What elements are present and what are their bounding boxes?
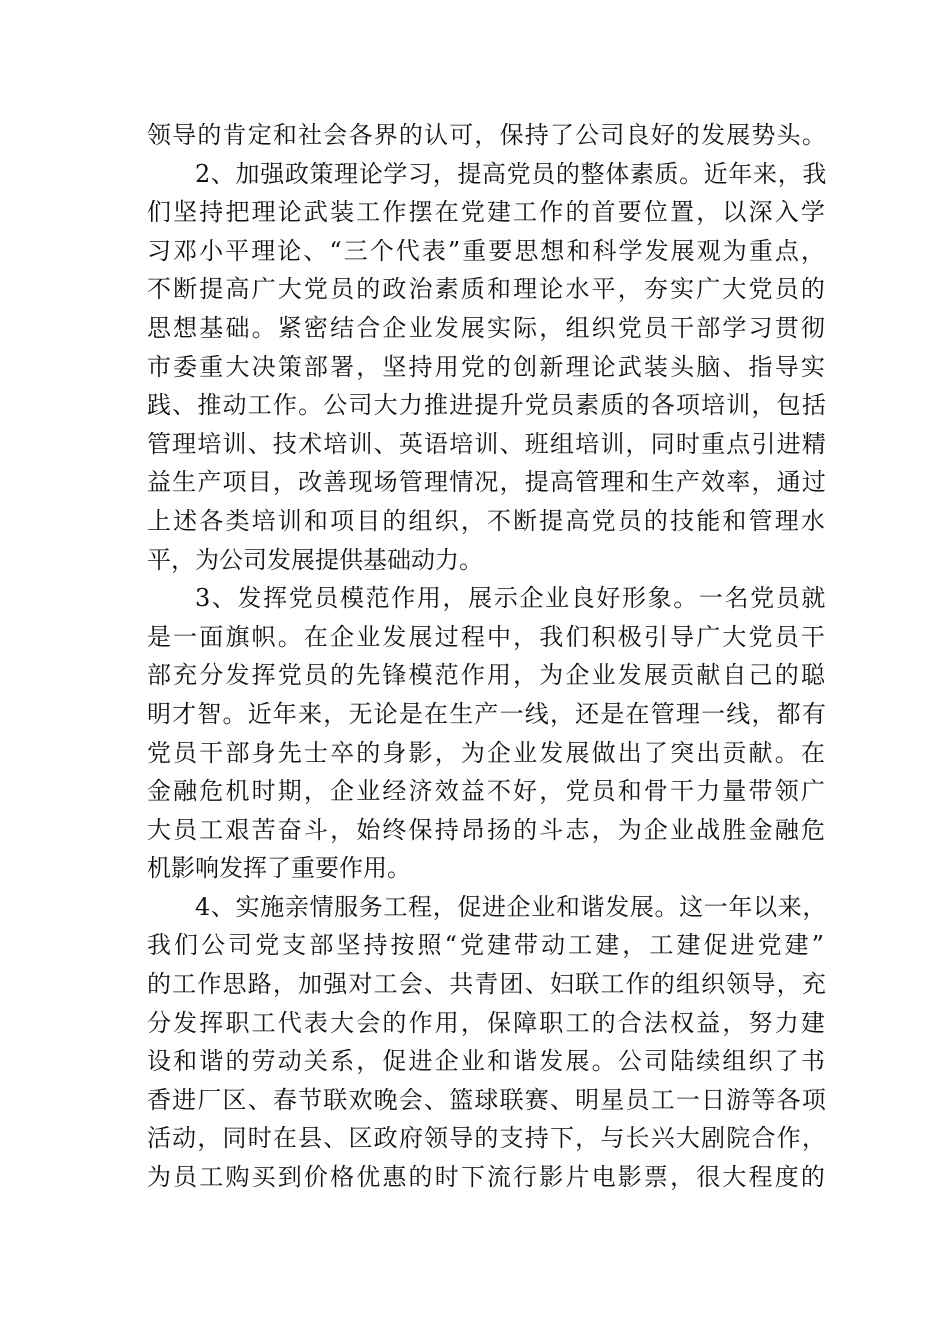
text-line: 大员工艰苦奋斗，始终保持昂扬的斗志，为企业战胜金融危 bbox=[147, 815, 827, 844]
text-line: 金融危机时期，企业经济效益不好，党员和骨干力量带领广 bbox=[147, 777, 827, 806]
text-line: 们坚持把理论武装工作摆在党建工作的首要位置，以深入学 bbox=[147, 198, 827, 227]
text-line: 践、推动工作。公司大力推进提升党员素质的各项培训，包括 bbox=[147, 391, 827, 420]
text-line: 平，为公司发展提供基础动力。 bbox=[147, 545, 483, 574]
paragraph-first-line: 4、实施亲情服务工程，促进企业和谐发展。这一年以来， bbox=[195, 892, 827, 921]
text-line: 思想基础。紧密结合企业发展实际，组织党员干部学习贯彻 bbox=[147, 313, 827, 342]
text-line: 市委重大决策部署，坚持用党的创新理论武装头脑、指导实 bbox=[147, 352, 827, 381]
text-line: 习邓小平理论、“三个代表”重要思想和科学发展观为重点， bbox=[147, 236, 827, 265]
text-line: 分发挥职工代表大会的作用，保障职工的合法权益，努力建 bbox=[147, 1008, 827, 1037]
text-line: 活动，同时在县、区政府领导的支持下，与长兴大剧院合作， bbox=[147, 1124, 827, 1153]
text-line: 上述各类培训和项目的组织，不断提高党员的技能和管理水 bbox=[147, 506, 827, 535]
text-line: 香进厂区、春节联欢晚会、篮球联赛、明星员工一日游等各项 bbox=[147, 1085, 827, 1114]
text-line: 设和谐的劳动关系，促进企业和谐发展。公司陆续组织了书 bbox=[147, 1047, 827, 1076]
text-line: 我们公司党支部坚持按照“党建带动工建，工建促进党建” bbox=[147, 931, 827, 960]
text-line: 为员工购买到价格优惠的时下流行影片电影票，很大程度的 bbox=[147, 1163, 827, 1192]
body-text bbox=[147, 116, 827, 1197]
text-line: 不断提高广大党员的政治素质和理论水平，夯实广大党员的 bbox=[147, 275, 827, 304]
text-line: 的工作思路，加强对工会、共青团、妇联工作的组织领导，充 bbox=[147, 970, 827, 999]
text-line: 党员干部身先士卒的身影，为企业发展做出了突出贡献。在 bbox=[147, 738, 827, 767]
text-line: 部充分发挥党员的先锋模范作用，为企业发展贡献自己的聪 bbox=[147, 661, 827, 690]
text-line: 明才智。近年来，无论是在生产一线，还是在管理一线，都有 bbox=[147, 699, 827, 728]
text-line: 益生产项目，改善现场管理情况，提高管理和生产效率，通过 bbox=[147, 468, 827, 497]
text-line: 是一面旗帜。在企业发展过程中，我们积极引导广大党员干 bbox=[147, 622, 827, 651]
text-line: 机影响发挥了重要作用。 bbox=[147, 854, 411, 883]
text-line: 领导的肯定和社会各界的认可，保持了公司良好的发展势头。 bbox=[147, 121, 827, 149]
paragraph-first-line: 2、加强政策理论学习，提高党员的整体素质。近年来，我 bbox=[195, 159, 827, 188]
text-line: 管理培训、技术培训、英语培训、班组培训，同时重点引进精 bbox=[147, 429, 827, 458]
paragraph-first-line: 3、发挥党员模范作用，展示企业良好形象。一名党员就 bbox=[195, 584, 827, 613]
